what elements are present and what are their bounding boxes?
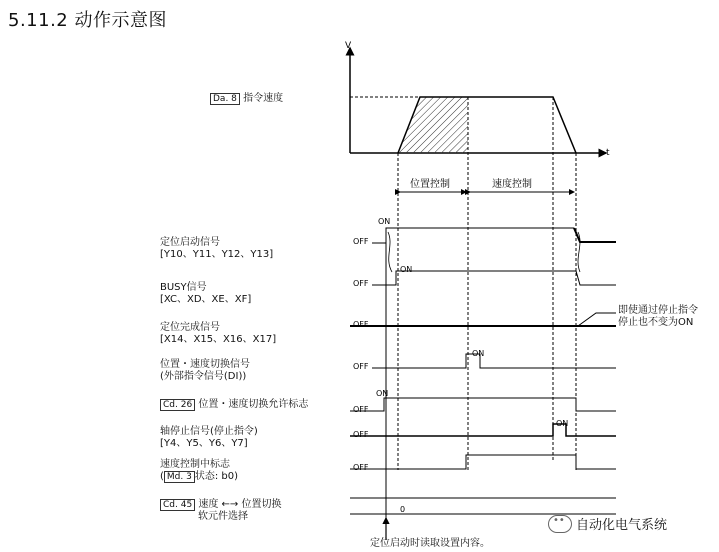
on-label: ON (556, 419, 569, 428)
signal-devices: [Y4、Y5、Y6、Y7] (160, 438, 248, 449)
on-label: ON (400, 265, 413, 274)
switch-signal-wave (372, 354, 616, 368)
off-label: OFF (353, 463, 369, 472)
signal-name: 定位启动信号 (160, 237, 220, 248)
signal-name: 定位完成信号 (160, 322, 220, 333)
note-line: 停止也不变为ON (618, 317, 694, 328)
signal-name: 轴停止信号(停止指令) (160, 426, 258, 437)
signal-name: BUSY信号 (160, 282, 207, 293)
monitor-tag: Md. 3 (164, 471, 195, 483)
signal-devices: 状态: b0) (194, 471, 239, 482)
footer-note: 定位启动时读取设置内容。 (370, 538, 490, 549)
speed-parameter-tag: Da. 8 (210, 93, 240, 105)
signal-devices: (外部指令信号(DI)) (160, 371, 247, 382)
parameter-tag: Cd. 26 (160, 399, 195, 411)
speed-label-text: 指令速度 (243, 93, 284, 104)
note-leader (578, 313, 616, 326)
start-signal-wave (372, 228, 574, 243)
watermark-text: 自动化电气系统 (576, 518, 668, 533)
off-label: OFF (353, 405, 369, 414)
signal-name: 位置・速度切换信号 (160, 359, 250, 370)
paren: ( (160, 471, 164, 482)
signal-devices: [XC、XD、XE、XF] (160, 294, 252, 305)
interlock-curve (388, 232, 392, 272)
off-label: OFF (353, 362, 369, 371)
start-signal-tail (574, 228, 616, 242)
signal-name: 速度控制中标志 (160, 459, 230, 470)
on-label: ON (378, 217, 391, 226)
off-label: OFF (353, 279, 369, 288)
parameter-tag: Cd. 45 (160, 499, 195, 511)
signal-name: 位置・速度切换允许标志 (198, 399, 309, 410)
speed-flag-wave (350, 455, 616, 469)
signal-name: 速度 ←→ 位置切换 (198, 499, 282, 510)
note-line: 即使通过停止指令 (618, 305, 698, 316)
phase-speed-label: 速度控制 (492, 179, 532, 190)
off-label: OFF (353, 320, 369, 329)
on-label: ON (376, 389, 389, 398)
phase-position-label: 位置控制 (410, 179, 450, 190)
section-heading: 5.11.2 动作示意图 (8, 10, 167, 31)
signal-devices: [Y10、Y11、Y12、Y13] (160, 249, 274, 260)
time-axis-label: t (606, 148, 610, 158)
off-label: OFF (353, 237, 369, 246)
signal-devices: [X14、X15、X16、X17] (160, 334, 277, 345)
signal-devices: 软元件选择 (198, 511, 248, 522)
switch-enable-wave (350, 398, 616, 411)
zero-label: 0 (400, 505, 406, 514)
on-label: ON (472, 349, 485, 358)
off-label: OFF (353, 430, 369, 439)
velocity-axis-label: V (345, 41, 352, 51)
